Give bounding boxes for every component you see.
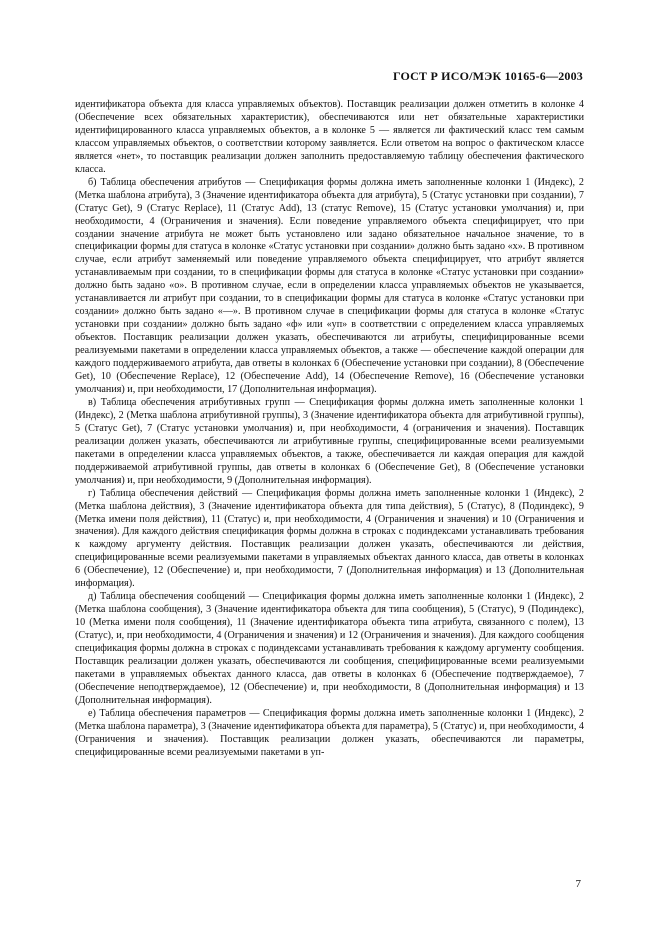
paragraph-continuation: идентификатора объекта для класса управляемых объектов). Поставщик реализации должен отметить в колонке 4 (Обеспечение всех обязательных характеристик), обеспечиваются или нет обязательные характеристики идентифицированного класса управляемых объектов, а в колонке 5 — является ли фактический класс тем самым классом управляемых объектов, о соответствии которому заявляется. Если ответом на вопрос о фактическом классе является «нет», то поставщик реализации должен заполнить предоставляемую таблицу обеспечения фактического класса. xyxy=(75,99,584,175)
paragraph-attributes-table: б) Таблица обеспечения атрибутов — Спецификация формы должна иметь заполненные колонки 1 (Индекс), 2 (Метка шаблона атрибута), 3 (Значение идентификатора объекта для атрибута), 5 (Статус установки при создании), 7 (Статус Get), 9 (Статус Replace), 11 (Статус Add), 13 (статус Remove), 15 (Статус установки умолчания) и, при необходимости, 4 (Ограничения и значения). Если поведение управляемого объекта специфицирует, что при создании значение атрибута не может быть установлено или задано обязательное начальное значение, то в спецификации формы для статуса в колонке «Статус установки при создании» должно быть задано «x». В противном случае, если атрибут заменяемый или поведение управляемого объекта специфицирует, что атрибут является устанавливаемым при создании, то в спецификации формы для статуса в колонке «Статус установки при создании» должно быть задано «o». В противном случае, если в определении класса управляемых объектов не указывается, устанавливается ли атрибут при создании, то в спецификации формы для статуса в колонке «Статус установки при создании» должно быть задано «—». В противном случае в спецификации формы для статуса в колонке «Статус установки при создании» должно быть задано «ф» или «уп» в соответствии с определением класса управляемых объектов. Поставщик реализации должен указать, обеспечиваются ли атрибуты, специфицированные всеми реализуемыми пакетами в определении класса управляемых объектов, а также — обеспечение каждой операции для каждого поддерживаемого атрибута, дав ответы в колонках 6 (Обеспечение установки при создании), 8 (Обеспечение Get), 10 (Обеспечение Replace), 12 (Обеспечение Add), 14 (Обеспечение Remove), 16 (Обеспечение установки умолчания) и, при необходимости, 17 (Дополнительная информация). xyxy=(75,176,584,395)
paragraph-notifications-table: д) Таблица обеспечения сообщений — Спецификация формы должна иметь заполненные колонки 1 (Индекс), 2 (Метка шаблона сообщения), 3 (Значение идентификатора объекта для типа сообщения), 5 (Статус), 9 (Подиндекс), 10 (Метка имени поля сообщения), 11 (Значение идентификатора объекта типа атрибута, связанного с полем), 13 (Статус), и, при необходимости, 4 (Ограничения и значения) и 12 (Ограничения и значения). Для каждого сообщения спецификация формы должна в строках с подиндексами устанавливать требования к каждому аргументу сообщения. Поставщик реализации должен указать, обеспечиваются ли сообщения, специфицированные всеми реализуемыми пакетами в управляемых объектах данного класса, дав ответы в колонках 6 (Обеспечение подтверждаемое), 7 (Обеспечение неподтверждаемое), 12 (Обеспечение) и, при необходимости, 8 (Дополнительная информация) и 13 (Дополнительная информация). xyxy=(75,591,584,706)
standard-header: ГОСТ Р ИСО/МЭК 10165-6—2003 xyxy=(392,69,583,83)
document-body xyxy=(75,99,584,760)
paragraph-parameters-table: е) Таблица обеспечения параметров — Спецификация формы должна иметь заполненные колонки 1 (Индекс), 2 (Метка шаблона параметра), 3 (Значение идентификатора объекта для параметра), 5 (Статус) и, при необходимости, 4 (Ограничения и значения). Поставщик реализации должен указать, обеспечиваются ли параметры, специфицированные всеми реализуемыми пакетами в уп- xyxy=(75,707,584,758)
paragraph-actions-table: г) Таблица обеспечения действий — Спецификация формы должна иметь заполненные колонки 1 (Индекс), 2 (Метка шаблона действия), 3 (Значение идентификатора объекта для типа действия), 5 (Статус), 8 (Подиндекс), 9 (Метка имени поля действия), 11 (Статус) и, при необходимости, 4 (Ограничения и значения) и 10 (Ограничения и значения). Для каждого действия спецификация формы должна в строках с подиндексами устанавливать требования к каждому аргументу действия. Поставщик реализации должен указать, обеспечиваются ли действия, специфицированные всеми реализуемыми пакетами в управляемых объектах данного класса, дав ответы в колонках 6 (Обеспечение), 12 (Обеспечение) и, при необходимости, 7 (Дополнительная информация) и 13 (Дополнительная информация). xyxy=(75,487,584,590)
paragraph-attribute-groups-table: в) Таблица обеспечения атрибутивных групп — Спецификация формы должна иметь заполненные колонки 1 (Индекс), 2 (Метка шаблона атрибутивной группы), 3 (Значение идентификатора объекта для атрибутивной группы), 5 (Статус Get), 7 (Статус установки умолчания) и, при необходимости, 4 (ограничения и значения). Поставщик реализации должен указать, обеспечиваются ли атрибутивные группы, специфицированные всеми реализуемыми пакетами в определении класса управляемых объектов, а также, обеспечивается ли каждая операция для каждой поддерживаемой атрибутивной группы, дав ответы в колонках 6 (Обеспечение Get), 8 (Обеспечение установки умолчания) и, при необходимости, 9 (Дополнительная информация). xyxy=(75,396,584,486)
page-number: 7 xyxy=(575,878,581,890)
